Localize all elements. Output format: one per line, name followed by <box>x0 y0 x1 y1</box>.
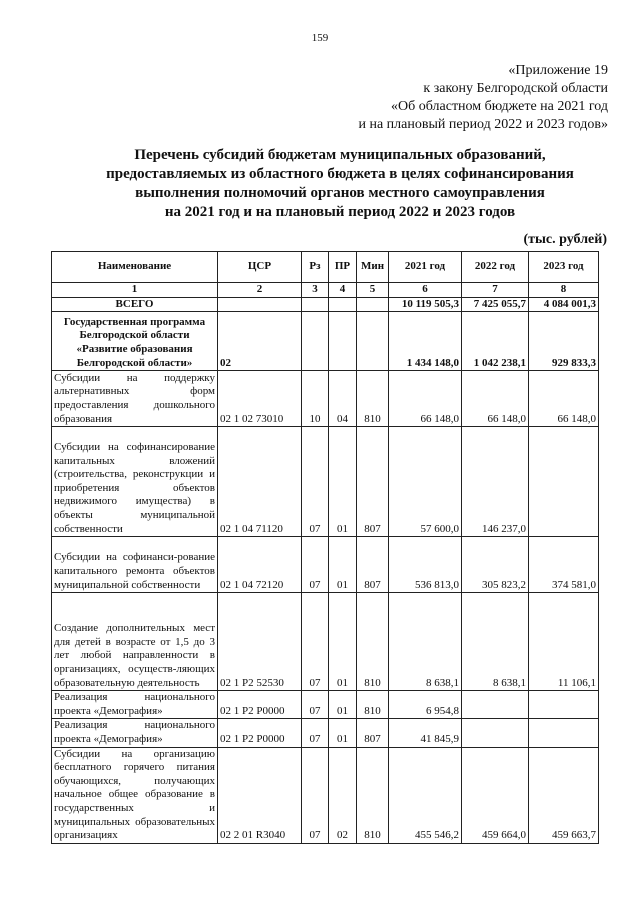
row-name: Государственная программа Белгородской области «Развитие образования Белгородской области» <box>52 312 218 371</box>
table-row <box>52 537 599 593</box>
row-name: Субсидии на софинанси-рование капитального ремонта объектов муниципальной собственности <box>52 537 218 593</box>
column-number: 8 <box>529 283 599 298</box>
row-2023 <box>529 719 599 747</box>
empty-cell <box>218 297 302 312</box>
row-rz: 10 <box>302 371 329 427</box>
row-2023 <box>529 427 599 537</box>
column-number: 2 <box>218 283 302 298</box>
total-2023: 4 084 001,3 <box>529 297 599 312</box>
total-row <box>52 297 599 312</box>
header-cell: Наименование <box>52 252 218 283</box>
row-name: Субсидии на софинансирование капитальных вложений (строительства, реконструкции и приобретения объектов недвижимого имущества) в объекты муниципальной собственности <box>52 427 218 537</box>
row-2023: 459 663,7 <box>529 747 599 843</box>
row-2021: 6 954,8 <box>389 691 462 719</box>
row-name: Субсидии на организацию бесплатного горячего питания обучающихся, получающих начальное общее образование в государственных и муниципальных образовательных организациях <box>52 747 218 843</box>
row-2021: 66 148,0 <box>389 371 462 427</box>
row-rz: 07 <box>302 691 329 719</box>
row-rz: 07 <box>302 593 329 691</box>
row-rz: 07 <box>302 719 329 747</box>
row-2021: 536 813,0 <box>389 537 462 593</box>
total-2022: 7 425 055,7 <box>462 297 529 312</box>
column-number: 1 <box>52 283 218 298</box>
column-number: 4 <box>329 283 357 298</box>
header-cell: 2023 год <box>529 252 599 283</box>
row-2021: 41 845,9 <box>389 719 462 747</box>
row-rz <box>302 312 329 371</box>
total-label: ВСЕГО <box>52 297 218 312</box>
header-cell: Мин <box>357 252 389 283</box>
row-2022: 66 148,0 <box>462 371 529 427</box>
row-pr: 01 <box>329 537 357 593</box>
row-2022: 459 664,0 <box>462 747 529 843</box>
row-2022: 146 237,0 <box>462 427 529 537</box>
row-rz: 07 <box>302 747 329 843</box>
row-min: 810 <box>357 691 389 719</box>
row-min: 807 <box>357 537 389 593</box>
header-cell: Рз <box>302 252 329 283</box>
row-2023: 374 581,0 <box>529 537 599 593</box>
column-number: 7 <box>462 283 529 298</box>
row-min <box>357 312 389 371</box>
appendix-line: «Об областном бюджете на 2021 год <box>391 99 608 114</box>
row-2021: 57 600,0 <box>389 427 462 537</box>
table-header-row <box>52 252 599 283</box>
row-pr: 04 <box>329 371 357 427</box>
row-name: Создание дополнительных мест для детей в возрасте от 1,5 до 3 лет любой направленности в организациях, осуществ-ляющих образовательную деятельность <box>52 593 218 691</box>
row-csr: 02 1 P2 52530 <box>218 593 302 691</box>
row-pr: 01 <box>329 691 357 719</box>
row-rz: 07 <box>302 427 329 537</box>
row-csr: 02 <box>218 312 302 371</box>
appendix-line: и на плановый период 2022 и 2023 годов» <box>358 117 608 132</box>
table-row <box>52 593 599 691</box>
header-cell: 2021 год <box>389 252 462 283</box>
title-line: Перечень субсидий бюджетам муниципальных образований, <box>134 147 546 163</box>
header-cell: 2022 год <box>462 252 529 283</box>
row-csr: 02 1 P2 P0000 <box>218 719 302 747</box>
column-number: 6 <box>389 283 462 298</box>
row-min: 810 <box>357 593 389 691</box>
column-number: 3 <box>302 283 329 298</box>
table-row <box>52 371 599 427</box>
row-name: Субсидии на поддержку альтернативных форм предоставления дошкольного образования <box>52 371 218 427</box>
row-min: 810 <box>357 747 389 843</box>
header-cell: ЦСР <box>218 252 302 283</box>
page-number: 159 <box>311 32 329 44</box>
row-pr <box>329 312 357 371</box>
row-csr: 02 2 01 R3040 <box>218 747 302 843</box>
row-2022: 8 638,1 <box>462 593 529 691</box>
units-label: (тыс. рублей) <box>523 232 607 247</box>
row-name: Реализация национального проекта «Демография» <box>52 691 218 719</box>
row-2023: 929 833,3 <box>529 312 599 371</box>
row-csr: 02 1 04 71120 <box>218 427 302 537</box>
subsidies-table <box>51 251 599 844</box>
document-title <box>70 146 610 222</box>
row-2022: 305 823,2 <box>462 537 529 593</box>
appendix-header <box>358 62 608 134</box>
table-row <box>52 312 599 371</box>
row-2021: 455 546,2 <box>389 747 462 843</box>
title-line: выполнения полномочий органов местного самоуправления <box>135 185 545 201</box>
row-csr: 02 1 02 73010 <box>218 371 302 427</box>
table-row <box>52 691 599 719</box>
table-row <box>52 427 599 537</box>
row-csr: 02 1 P2 P0000 <box>218 691 302 719</box>
row-pr: 01 <box>329 427 357 537</box>
appendix-line: к закону Белгородской области <box>423 81 608 96</box>
row-2021: 1 434 148,0 <box>389 312 462 371</box>
row-2022: 1 042 238,1 <box>462 312 529 371</box>
row-min: 807 <box>357 719 389 747</box>
table-row <box>52 747 599 843</box>
row-rz: 07 <box>302 537 329 593</box>
row-min: 810 <box>357 371 389 427</box>
empty-cell <box>357 297 389 312</box>
row-pr: 02 <box>329 747 357 843</box>
total-2021: 10 119 505,3 <box>389 297 462 312</box>
title-line: предоставляемых из областного бюджета в целях софинансирования <box>106 166 574 182</box>
row-2023: 11 106,1 <box>529 593 599 691</box>
row-pr: 01 <box>329 593 357 691</box>
row-name: Реализация национального проекта «Демография» <box>52 719 218 747</box>
row-2022 <box>462 719 529 747</box>
appendix-line: «Приложение 19 <box>508 63 608 78</box>
empty-cell <box>302 297 329 312</box>
header-cell: ПР <box>329 252 357 283</box>
row-2022 <box>462 691 529 719</box>
row-2023 <box>529 691 599 719</box>
row-csr: 02 1 04 72120 <box>218 537 302 593</box>
row-2021: 8 638,1 <box>389 593 462 691</box>
empty-cell <box>329 297 357 312</box>
table-row <box>52 719 599 747</box>
column-number-row <box>52 283 599 298</box>
row-2023: 66 148,0 <box>529 371 599 427</box>
row-pr: 01 <box>329 719 357 747</box>
title-line: на 2021 год и на плановый период 2022 и 2023 годов <box>164 204 516 220</box>
column-number: 5 <box>357 283 389 298</box>
row-min: 807 <box>357 427 389 537</box>
